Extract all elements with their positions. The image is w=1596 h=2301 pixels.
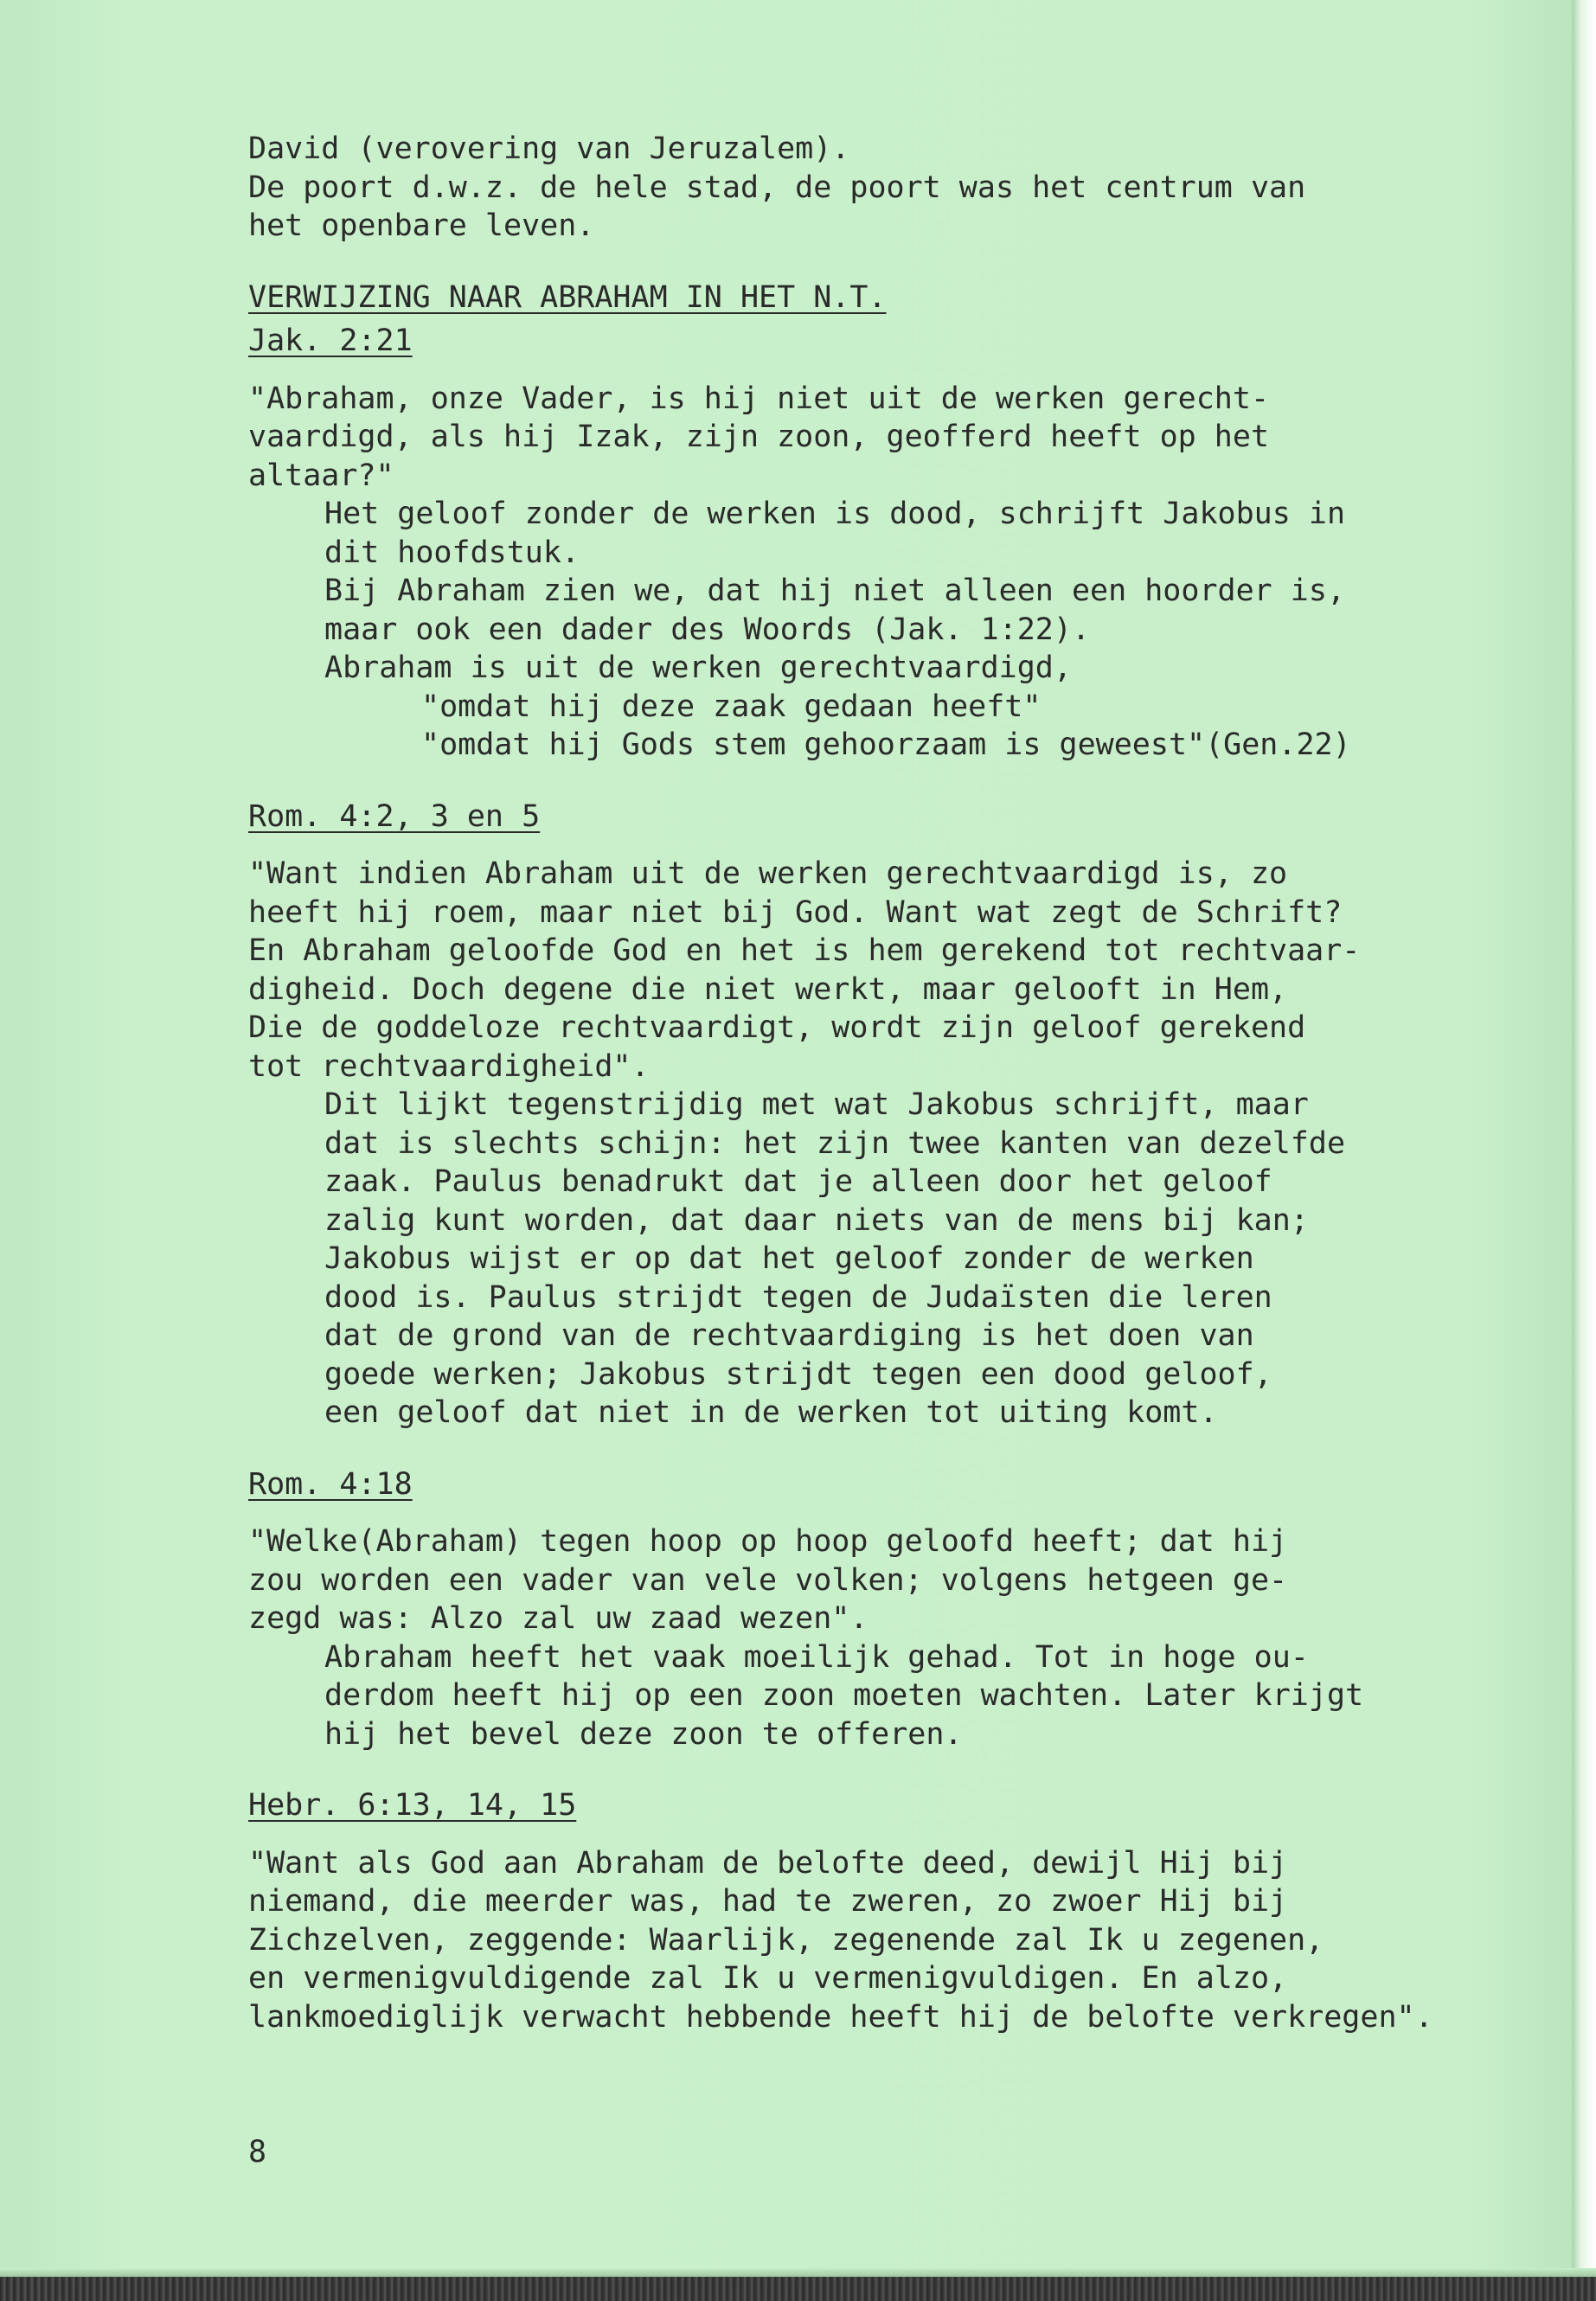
quote-line: tot rechtvaardigheid". <box>248 1048 650 1084</box>
quote-line: zegd was: Alzo zal uw zaad wezen". <box>248 1601 869 1636</box>
section-heading: VERWIJZING NAAR ABRAHAM IN HET N.T. <box>248 279 887 315</box>
quote-line: altaar?" <box>248 458 394 493</box>
page-number: 8 <box>248 2135 267 2170</box>
quote-line: Zichzelven, zeggende: Waarlijk, zegenende zal Ik u zegenen, <box>248 1922 1324 1958</box>
comment-line: zalig kunt worden, dat daar niets van de mens bij kan; <box>324 1202 1309 1238</box>
comment-line: Het geloof zonder de werken is dood, schrijft Jakobus in <box>324 497 1346 531</box>
quote-line: en vermenigvuldigende zal Ik u vermenigvuldigen. En alzo, <box>248 1961 1288 1996</box>
comment-line: maar ook een dader des Woords (Jak. 1:22). <box>324 612 1091 647</box>
comment-line: Bij Abraham zien we, dat hij niet alleen een hoorder is, <box>324 574 1346 608</box>
quote-line: Die de goddeloze rechtvaardigt, wordt zijn geloof gerekend <box>248 1010 1306 1045</box>
document-body <box>248 130 1529 2036</box>
quote-line: En Abraham geloofde God en het is hem gerekend tot rechtvaar- <box>248 933 1361 968</box>
quote-line: niemand, die meerder was, had te zweren, zo zwoer Hij bij <box>248 1884 1288 1919</box>
comment-line: Abraham is uit de werken gerechtvaardigd, <box>324 651 1072 685</box>
quote-line: "Want als God aan Abraham de belofte deed, dewijl Hij bij <box>248 1845 1288 1881</box>
quote-line: "Abraham, onze Vader, is hij niet uit de werken gerecht- <box>248 381 1270 416</box>
quote-line: lankmoediglijk verwacht hebbende heeft hij de belofte verkregen". <box>248 1999 1433 2035</box>
scripture-reference: Jak. 2:21 <box>248 324 413 358</box>
quote-line: digheid. Doch degene die niet werkt, maar gelooft in Hem, <box>248 971 1288 1007</box>
intro-line: het openbare leven. <box>248 208 595 243</box>
comment-line: hij het bevel deze zoon te offeren. <box>324 1716 963 1752</box>
comment-line: "omdat hij deze zaak gedaan heeft" <box>421 689 1042 724</box>
scripture-reference: Hebr. 6:13, 14, 15 <box>248 1788 577 1823</box>
comment-line: "omdat hij Gods stem gehoorzaam is geweest"(Gen.22) <box>421 727 1351 762</box>
comment-line: derdom heeft hij op een zoon moeten wachten. Later krijgt <box>324 1678 1364 1713</box>
quote-line: "Welke(Abraham) tegen hoop op hoop geloofd heeft; dat hij <box>248 1524 1288 1559</box>
quote-line: heeft hij roem, maar niet bij God. Want wat zegt de Schrift? <box>248 894 1343 930</box>
comment-line: Abraham heeft het vaak moeilijk gehad. Tot in hoge ou- <box>324 1639 1309 1675</box>
page-fold-edge <box>1572 0 1596 2301</box>
comment-line: Dit lijkt tegenstrijdig met wat Jakobus schrijft, maar <box>324 1087 1309 1122</box>
scripture-reference: Rom. 4:18 <box>248 1466 413 1502</box>
quote-line: zou worden een vader van vele volken; volgens hetgeen ge- <box>248 1562 1288 1598</box>
scanner-strip <box>0 2277 1596 2301</box>
quote-line: vaardigd, als hij Izak, zijn zoon, geofferd heeft op het <box>248 420 1270 454</box>
comment-line: een geloof dat niet in de werken tot uiting komt. <box>324 1395 1218 1430</box>
comment-line: dood is. Paulus strijdt tegen de Judaïsten die leren <box>324 1279 1272 1315</box>
comment-line: Jakobus wijst er op dat het geloof zonder de werken <box>324 1241 1254 1276</box>
scripture-reference: Rom. 4:2, 3 en 5 <box>248 798 541 834</box>
bottom-shadow <box>0 2268 1596 2277</box>
comment-line: dat de grond van de rechtvaardiging is het doen van <box>324 1318 1254 1353</box>
comment-line: dat is slechts schijn: het zijn twee kanten van dezelfde <box>324 1125 1346 1161</box>
intro-line: De poort d.w.z. de hele stad, de poort was het centrum van <box>248 170 1306 205</box>
comment-line: goede werken; Jakobus strijdt tegen een dood geloof, <box>324 1356 1272 1392</box>
quote-line: "Want indien Abraham uit de werken gerechtvaardigd is, zo <box>248 856 1288 891</box>
comment-line: zaak. Paulus benadrukt dat je alleen door het geloof <box>324 1164 1272 1199</box>
comment-line: dit hoofdstuk. <box>324 535 580 570</box>
intro-line: David (verovering van Jeruzalem). <box>248 131 850 166</box>
